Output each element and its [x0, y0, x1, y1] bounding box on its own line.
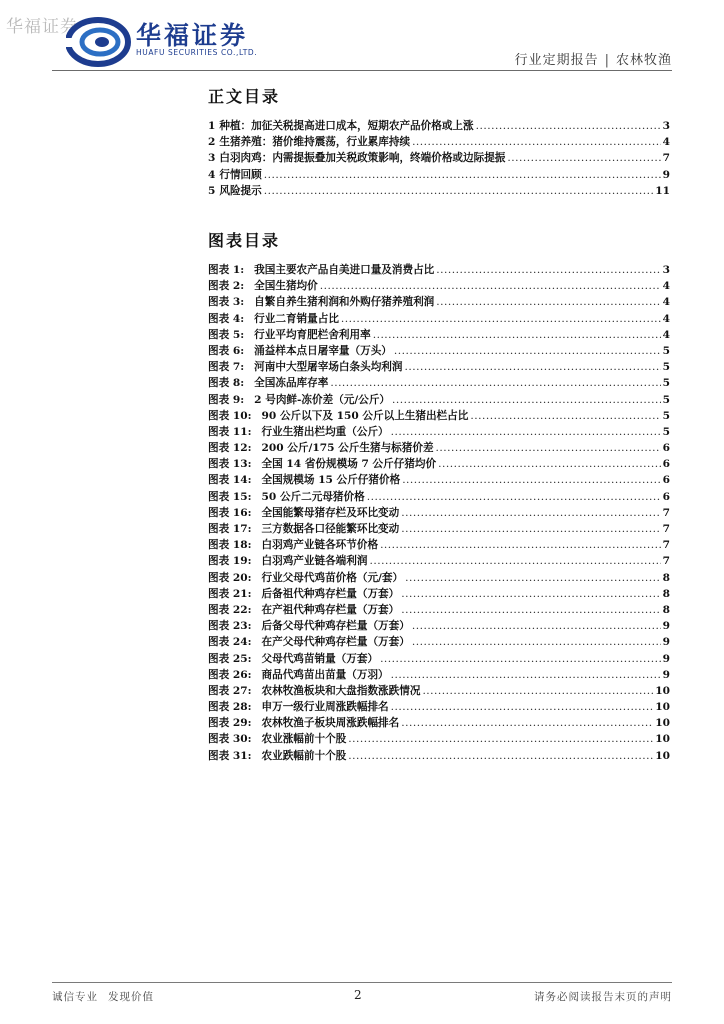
- figure-toc-entry[interactable]: [208, 570, 670, 586]
- figure-toc-entry-number: 图表 27:: [208, 684, 252, 697]
- figure-toc-entry-page: 9: [662, 668, 670, 681]
- figure-toc-entry[interactable]: [208, 748, 670, 764]
- figure-toc-entry[interactable]: [208, 343, 670, 359]
- figure-toc-entry-label: [208, 262, 434, 277]
- figure-toc-entry-label: [208, 683, 420, 698]
- figure-toc-entry-label: [208, 424, 389, 439]
- figure-toc-entry-number: 图表 4:: [208, 312, 245, 325]
- figure-toc-entry[interactable]: [208, 537, 670, 553]
- footer-slogan: [52, 989, 154, 1004]
- figure-toc-entry-page: 10: [655, 749, 670, 762]
- figure-toc-entry-text: 农业跌幅前十个股: [261, 749, 347, 762]
- dot-leader: [391, 701, 654, 713]
- figure-toc-entry-label: [208, 278, 318, 293]
- figure-toc-entry[interactable]: [208, 731, 670, 747]
- figure-toc-entry-number: 图表 21:: [208, 587, 252, 600]
- figure-toc-entry-text: 父母代鸡苗销量（万套）: [261, 652, 379, 665]
- watermark: 华福证券: [6, 17, 78, 37]
- body-toc-entry-number: 1: [208, 120, 216, 132]
- figure-toc-entry[interactable]: [208, 618, 670, 634]
- dot-leader: [401, 717, 653, 729]
- figure-toc-entry-page: 9: [662, 636, 670, 649]
- dot-leader: [380, 653, 661, 665]
- figure-toc-entry-page: 6: [662, 442, 670, 455]
- dot-leader: [436, 264, 660, 276]
- figure-toc-entry-page: 8: [662, 603, 670, 616]
- dot-leader: [369, 555, 660, 567]
- dot-leader: [394, 345, 661, 357]
- figure-toc-entry-number: 图表 3:: [208, 296, 245, 309]
- header-separator: |: [604, 53, 610, 68]
- figure-toc-entry-text: 全国 14 省份规模场 7 公斤仔猪均价: [261, 458, 437, 471]
- body-toc-entry-number: 4: [208, 168, 216, 181]
- body-toc-entry-page: 7: [662, 152, 670, 165]
- figure-toc-entry-label: [208, 327, 371, 342]
- dot-leader: [348, 733, 653, 745]
- dot-leader: [341, 313, 661, 325]
- figure-toc-entry-page: 5: [662, 393, 670, 406]
- figure-toc-entry-number: 图表 9:: [208, 393, 245, 406]
- figure-toc-entry-page: 5: [662, 409, 670, 422]
- figure-toc-entry-text: 河南中大型屠宰场白条头均利润: [254, 361, 403, 374]
- dot-leader: [412, 620, 661, 632]
- figure-toc-entry-text: 白羽鸡产业链各环节价格: [261, 539, 379, 552]
- figure-toc-entry-page: 6: [662, 474, 670, 487]
- figure-toc-entry[interactable]: [208, 683, 670, 699]
- dot-leader: [367, 491, 661, 503]
- figure-toc-entry-page: 6: [662, 458, 670, 471]
- figure-toc: [208, 262, 670, 764]
- footer-disclaimer: 请务必阅读报告末页的声明: [534, 991, 672, 1003]
- dot-leader: [373, 329, 661, 341]
- figure-toc-entry-number: 图表 25:: [208, 652, 252, 665]
- figure-toc-entry-number: 图表 11:: [208, 425, 252, 438]
- figure-toc-entry-text: 白羽鸡产业链各端利润: [261, 555, 368, 568]
- dot-leader: [476, 120, 661, 132]
- figure-toc-entry-page: 4: [662, 328, 670, 341]
- figure-toc-entry[interactable]: [208, 634, 670, 650]
- body-toc-entry-text: 白羽肉鸡：内需提振叠加关税政策影响，终端价格或边际提振: [219, 152, 506, 165]
- figure-toc-entry-text: 商品代鸡苗出苗量（万羽）: [261, 668, 389, 681]
- figure-toc-entry-page: 7: [662, 539, 670, 552]
- figure-toc-entry-text: 全国能繁母猪存栏及环比变动: [261, 506, 400, 519]
- figure-toc-entry-text: 200 公斤/175 公斤生猪与标猪价差: [261, 442, 434, 455]
- figure-toc-entry-page: 10: [655, 701, 670, 714]
- body-toc-entry-text: 生猪养殖：猪价维持震荡，行业累库持续: [219, 136, 411, 149]
- figure-toc-entry-number: 图表 20:: [208, 571, 252, 584]
- figure-toc-entry-text: 涌益样本点日屠宰量（万头）: [254, 344, 392, 357]
- figure-toc-entry-page: 5: [662, 344, 670, 357]
- figure-toc-entry-label: [208, 731, 346, 746]
- figure-toc-entry-number: 图表 1:: [208, 264, 245, 276]
- body-toc-entry-text: 种植：加征关税提高进口成本，短期农产品价格或上涨: [219, 120, 474, 132]
- figure-toc-entry-page: 3: [662, 264, 670, 276]
- figure-toc-entry-label: [208, 667, 389, 682]
- figure-toc-entry[interactable]: [208, 278, 670, 294]
- figure-toc-entry-text: 农业涨幅前十个股: [261, 733, 347, 746]
- figure-toc-entry[interactable]: [208, 375, 670, 391]
- figure-toc-entry-text: 50 公斤二元母猪价格: [261, 490, 365, 503]
- footer-divider: [52, 982, 672, 983]
- dot-leader: [507, 152, 660, 164]
- figure-toc-entry[interactable]: [208, 359, 670, 375]
- industry-name: 农林牧渔: [615, 53, 672, 68]
- dot-leader: [264, 169, 661, 181]
- slogan-1: 诚信专业: [52, 991, 98, 1003]
- figure-toc-entry-page: 4: [662, 312, 670, 325]
- body-toc-entry-label: [208, 118, 474, 133]
- figure-toc-entry[interactable]: [208, 699, 670, 715]
- figure-toc-entry[interactable]: [208, 456, 670, 472]
- figure-toc-entry[interactable]: [208, 553, 670, 569]
- report-type: 行业定期报告: [514, 53, 599, 68]
- dot-leader: [391, 669, 661, 681]
- figure-toc-entry-number: 图表 22:: [208, 603, 252, 616]
- figure-toc-entry-label: [208, 408, 468, 423]
- figure-toc-entry-label: [208, 472, 400, 487]
- figure-toc-entry-text: 在产祖代种鸡存栏量（万套）: [261, 603, 400, 616]
- figure-toc-entry-label: [208, 537, 378, 552]
- figure-toc-entry-label: [208, 489, 365, 504]
- dot-leader: [412, 136, 661, 148]
- figure-toc-entry-text: 自繁自养生猪利润和外购仔猪养殖利润: [254, 296, 435, 309]
- figure-toc-entry-page: 4: [662, 280, 670, 293]
- body-toc-entry-page: 3: [662, 120, 670, 132]
- figure-toc-entry-page: 8: [662, 571, 670, 584]
- figure-toc-entry-text: 农林牧渔子板块周涨跌幅排名: [261, 717, 400, 730]
- figure-toc-entry-label: [208, 456, 436, 471]
- figure-toc-entry-page: 5: [662, 425, 670, 438]
- figure-toc-entry-number: 图表 19:: [208, 555, 252, 568]
- figure-toc-entry-label: [208, 618, 410, 633]
- dot-leader: [330, 377, 660, 389]
- figure-toc-entry-number: 图表 18:: [208, 539, 252, 552]
- body-toc-entry-page: 11: [655, 184, 670, 197]
- figure-toc-entry-label: [208, 521, 399, 536]
- figure-toc-entry-page: 10: [655, 733, 670, 746]
- figure-toc-entry-page: 7: [662, 555, 670, 568]
- figure-toc-entry-label: [208, 553, 367, 568]
- figure-toc-entry[interactable]: [208, 311, 670, 327]
- figure-toc-entry-page: 10: [655, 684, 670, 697]
- dot-leader: [436, 296, 660, 308]
- dot-leader: [320, 280, 661, 292]
- body-toc-entry-label: [208, 150, 505, 165]
- figure-toc-entry-label: [208, 602, 399, 617]
- figure-toc-entry-text: 全国冻品库存率: [254, 377, 329, 390]
- figure-toc-entry-text: 三方数据各口径能繁环比变动: [261, 523, 400, 535]
- dot-leader: [391, 426, 661, 438]
- figure-toc-entry[interactable]: [208, 472, 670, 488]
- dot-leader: [422, 685, 653, 697]
- body-toc-entry[interactable]: [208, 150, 670, 166]
- figure-toc-entry-text: 行业生猪出栏均重（公斤）: [261, 425, 389, 438]
- dot-leader: [401, 604, 660, 616]
- figure-toc-entry-text: 在产父母代种鸡存栏量（万套）: [261, 636, 410, 649]
- figure-toc-entry-number: 图表 28:: [208, 701, 252, 714]
- figure-toc-entry[interactable]: [208, 715, 670, 731]
- figure-toc-entry[interactable]: [208, 424, 670, 440]
- figure-toc-entry-number: 图表 6:: [208, 344, 245, 357]
- dot-leader: [401, 523, 660, 535]
- figure-toc-entry-label: [208, 586, 399, 601]
- figure-toc-entry-text: 全国规模场 15 公斤仔猪价格: [261, 474, 401, 487]
- dot-leader: [380, 539, 661, 551]
- figure-toc-entry-number: 图表 30:: [208, 733, 252, 746]
- figure-toc-entry-text: 2 号肉鲜-冻价差（元/公斤）: [254, 393, 391, 406]
- figure-toc-entry-label: [208, 359, 402, 374]
- slogan-2: 发现价值: [108, 991, 154, 1003]
- dot-leader: [401, 588, 660, 600]
- figure-toc-entry-number: 图表 8:: [208, 377, 245, 390]
- figure-toc-entry-text: 我国主要农产品自美进口量及消费占比: [254, 264, 435, 276]
- body-toc-entry[interactable]: [208, 134, 670, 150]
- figure-toc-entry[interactable]: [208, 651, 670, 667]
- figure-toc-entry-number: 图表 29:: [208, 717, 252, 730]
- figure-toc-entry-page: 7: [662, 506, 670, 519]
- company-logo: [66, 16, 286, 68]
- figure-toc-entry-number: 图表 12:: [208, 442, 252, 455]
- body-toc-entry-text: 风险提示: [219, 184, 262, 197]
- body-toc-entry[interactable]: [208, 167, 670, 183]
- huafu-logo-icon: [66, 16, 132, 68]
- body-toc-entry-page: 9: [662, 168, 670, 181]
- figure-toc-entry-number: 图表 23:: [208, 620, 252, 633]
- dot-leader: [470, 410, 660, 422]
- body-toc-entry-number: 2: [208, 136, 216, 149]
- figure-toc-entry-number: 图表 2:: [208, 280, 245, 293]
- figure-toc-entry-page: 4: [662, 296, 670, 309]
- dot-leader: [436, 442, 661, 454]
- header-category: [515, 49, 672, 68]
- body-toc-entry-label: [208, 134, 410, 149]
- figure-toc-entry[interactable]: [208, 262, 670, 278]
- logo-name-en: HUAFU SECURITIES CO.,LTD.: [136, 48, 258, 57]
- figure-toc-entry-number: 图表 15:: [208, 490, 252, 503]
- figure-toc-entry[interactable]: [208, 667, 670, 683]
- figure-toc-entry-label: [208, 715, 399, 730]
- dot-leader: [402, 474, 660, 486]
- figure-toc-entry-number: 图表 14:: [208, 474, 252, 487]
- figure-toc-entry-label: [208, 699, 389, 714]
- dot-leader: [405, 572, 661, 584]
- figure-toc-entry-page: 8: [662, 587, 670, 600]
- figure-toc-entry-label: [208, 651, 378, 666]
- figure-toc-entry-page: 5: [662, 377, 670, 390]
- figure-toc-entry-text: 行业二育销量占比: [254, 312, 339, 325]
- figure-toc-entry-page: 7: [662, 523, 670, 535]
- figure-toc-entry-label: [208, 440, 434, 455]
- figure-toc-entry-text: 申万一级行业周涨跌幅排名: [261, 701, 389, 714]
- figure-toc-entry-label: [208, 343, 392, 358]
- figure-toc-entry-label: [208, 748, 346, 763]
- figure-toc-entry-number: 图表 13:: [208, 458, 252, 471]
- dot-leader: [348, 750, 653, 762]
- figure-toc-entry[interactable]: [208, 294, 670, 310]
- dot-leader: [401, 507, 660, 519]
- figure-toc-entry[interactable]: [208, 408, 670, 424]
- figure-toc-entry-text: 农林牧渔板块和大盘指数涨跌情况: [261, 684, 421, 697]
- figure-toc-entry[interactable]: [208, 489, 670, 505]
- body-toc-entry-label: [208, 183, 262, 198]
- body-toc-entry-text: 行情回顾: [219, 168, 262, 181]
- figure-toc-entry-text: 后备父母代种鸡存栏量（万套）: [261, 620, 410, 633]
- figure-toc-entry[interactable]: [208, 327, 670, 343]
- figure-toc-entry-text: 90 公斤以下及 150 公斤以上生猪出栏占比: [261, 409, 469, 422]
- figure-toc-entry-label: [208, 570, 403, 585]
- figure-toc-entry-page: 6: [662, 490, 670, 503]
- figure-toc-entry-number: 图表 16:: [208, 506, 252, 519]
- dot-leader: [438, 458, 661, 470]
- dot-leader: [412, 636, 661, 648]
- figure-toc-entry[interactable]: [208, 440, 670, 456]
- figure-toc-entry-label: [208, 311, 339, 326]
- figure-toc-entry-label: [208, 634, 410, 649]
- figure-toc-entry-number: 图表 5:: [208, 328, 245, 341]
- figure-toc-entry-label: [208, 392, 390, 407]
- figure-toc-entry-page: 10: [655, 717, 670, 730]
- figure-toc-entry-number: 图表 31:: [208, 749, 252, 762]
- logo-name-cn: 华福证券: [136, 21, 249, 50]
- figure-toc-entry-number: 图表 26:: [208, 668, 252, 681]
- header-divider: [52, 70, 672, 71]
- figure-toc-entry-label: [208, 505, 399, 520]
- figure-toc-entry-number: 图表 10:: [208, 409, 252, 422]
- figure-toc-entry[interactable]: [208, 586, 670, 602]
- body-toc-entry-number: 5: [208, 184, 216, 197]
- figure-toc-entry-text: 全国生猪均价: [254, 280, 318, 293]
- figure-toc-entry-label: [208, 294, 434, 309]
- body-toc-entry-label: [208, 167, 262, 182]
- body-toc-entry-number: 3: [208, 152, 216, 165]
- figure-toc-entry[interactable]: [208, 521, 670, 537]
- body-toc: [208, 118, 670, 199]
- figure-toc-entry-label: [208, 375, 328, 390]
- figure-toc-entry[interactable]: [208, 505, 670, 521]
- dot-leader: [264, 185, 654, 197]
- figure-toc-entry-text: 行业平均育肥栏舍利用率: [254, 328, 371, 341]
- figure-toc-entry-number: 图表 24:: [208, 636, 252, 649]
- dot-leader: [404, 361, 660, 373]
- figure-toc-entry-number: 图表 7:: [208, 361, 245, 374]
- figure-toc-entry[interactable]: [208, 392, 670, 408]
- page-number: 2: [354, 988, 362, 1002]
- figure-toc-entry-text: 行业父母代鸡苗价格（元/套）: [261, 571, 404, 584]
- figure-toc-title: 图表目录: [208, 231, 281, 250]
- figure-toc-entry-text: 后备祖代种鸡存栏量（万套）: [261, 587, 400, 600]
- dot-leader: [392, 394, 661, 406]
- figure-toc-entry-page: 9: [662, 652, 670, 665]
- figure-toc-entry[interactable]: [208, 602, 670, 618]
- body-toc-entry[interactable]: [208, 183, 670, 199]
- body-toc-title: 正文目录: [208, 87, 281, 106]
- figure-toc-entry-page: 5: [662, 361, 670, 374]
- figure-toc-entry-page: 9: [662, 620, 670, 633]
- body-toc-entry[interactable]: [208, 118, 670, 134]
- figure-toc-entry-number: 图表 17:: [208, 523, 252, 535]
- body-toc-entry-page: 4: [662, 136, 670, 149]
